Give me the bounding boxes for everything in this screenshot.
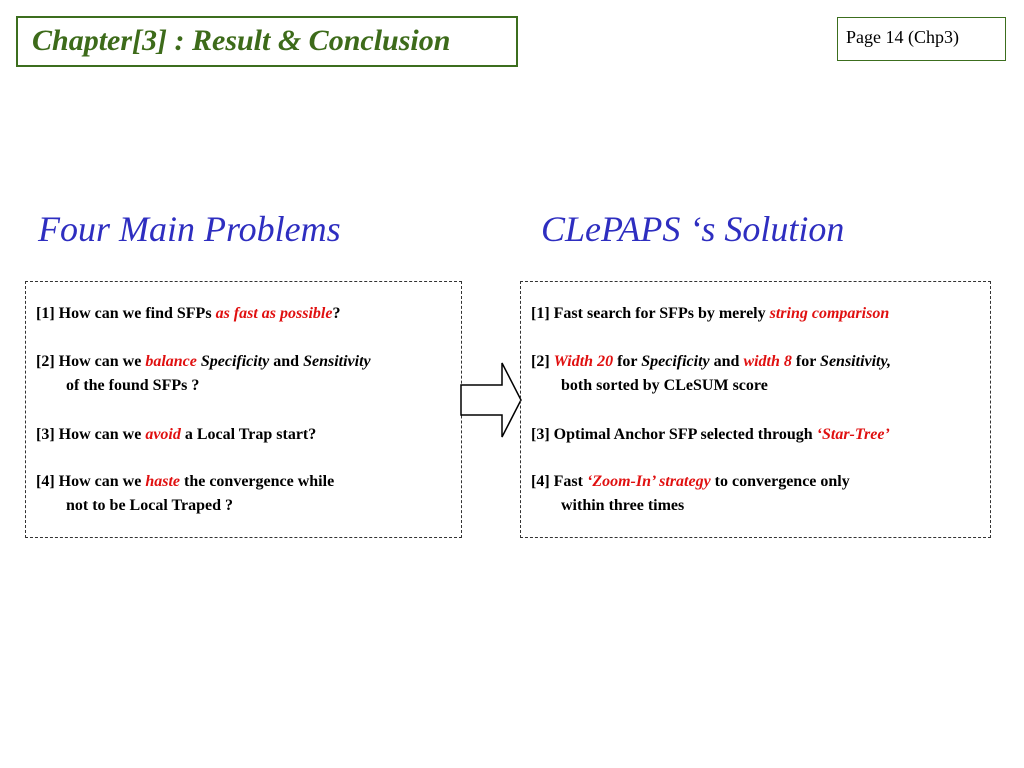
solution-4-cont: within three times [561, 497, 685, 514]
problem-2-cont: of the found SFPs ? [66, 377, 200, 394]
page-number-box [837, 17, 1006, 61]
chapter-title: Chapter[3] : Result & Conclusion [32, 24, 451, 57]
solutions-panel [520, 281, 991, 538]
problems-heading: Four Main Problems [38, 209, 341, 249]
solution-4: [4] Fast ‘Zoom-In’ strategy to convergence only [531, 473, 850, 490]
problem-4-cont: not to be Local Traped ? [66, 497, 233, 514]
page-number: Page 14 (Chp3) [846, 27, 959, 47]
solution-1: [1] Fast search for SFPs by merely string comparison [531, 305, 890, 322]
solution-2-cont: both sorted by CLeSUM score [561, 377, 768, 394]
chapter-title-box [16, 16, 518, 67]
solution-3: [3] Optimal Anchor SFP selected through ‘Star-Tree’ [531, 426, 890, 443]
solution-heading: CLePAPS ‘s Solution [541, 209, 845, 249]
problem-3: [3] How can we avoid a Local Trap start? [36, 426, 317, 443]
right-arrow-icon [460, 362, 524, 438]
problem-2: [2] How can we balance Specificity and Sensitivity [36, 353, 371, 370]
solution-2: [2] Width 20 for Specificity and width 8 for Sensitivity, [531, 353, 892, 370]
problems-panel [25, 281, 462, 538]
problem-1: [1] How can we find SFPs as fast as possible? [36, 305, 341, 322]
problem-4: [4] How can we haste the convergence while [36, 473, 335, 490]
